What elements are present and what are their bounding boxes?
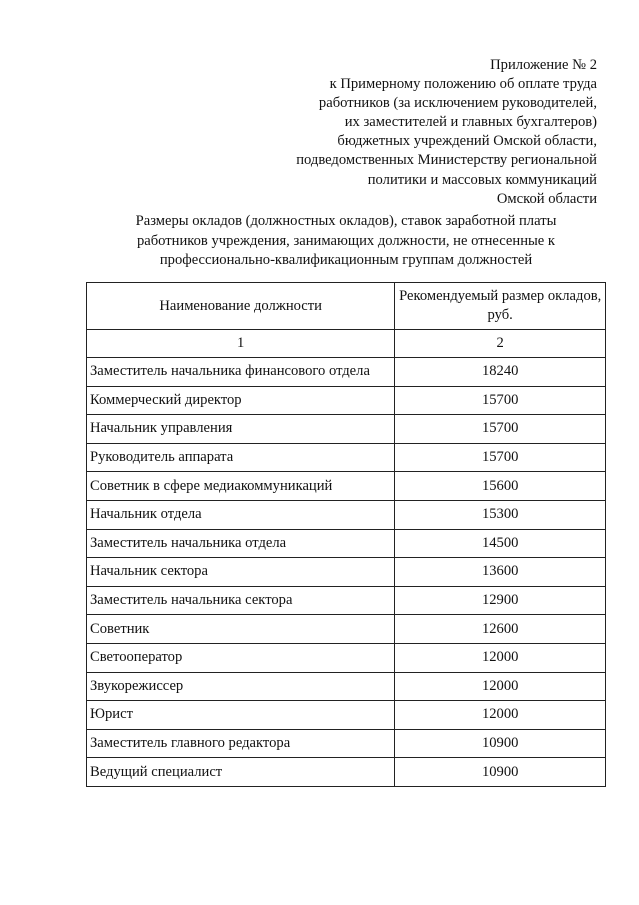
salary-value: 15600	[395, 472, 606, 501]
salary-value: 15700	[395, 415, 606, 444]
table-row	[87, 415, 606, 444]
salary-value: 18240	[395, 358, 606, 387]
position-name: Заместитель начальника отдела	[87, 529, 395, 558]
salary-value: 10900	[395, 758, 606, 787]
table-row	[87, 643, 606, 672]
column-number: 1	[87, 330, 395, 358]
salary-value: 12000	[395, 672, 606, 701]
table-row	[87, 586, 606, 615]
position-name: Начальник управления	[87, 415, 395, 444]
position-name: Начальник отдела	[87, 500, 395, 529]
salary-value: 13600	[395, 558, 606, 587]
header-line: политики и массовых коммуникаций	[367, 171, 597, 188]
table-row	[87, 472, 606, 501]
header-line: подведомственных Министерству региональной	[296, 152, 597, 169]
table-row	[87, 443, 606, 472]
salary-value: 14500	[395, 529, 606, 558]
title-line: Размеры окладов (должностных окладов), ставок заработной платы	[135, 213, 557, 229]
salary-value: 12000	[395, 701, 606, 730]
table-header-row	[87, 283, 606, 330]
salary-value: 12600	[395, 615, 606, 644]
header-line: бюджетных учреждений Омской области,	[337, 133, 597, 150]
salary-value: 12900	[395, 586, 606, 615]
table-row	[87, 386, 606, 415]
table-row	[87, 758, 606, 787]
position-name: Советник	[87, 615, 395, 644]
salary-value: 10900	[395, 729, 606, 758]
table-row	[87, 615, 606, 644]
position-name: Звукорежиссер	[87, 672, 395, 701]
header-line: к Примерному положению об оплате труда	[329, 76, 597, 93]
column-number-row	[87, 330, 606, 358]
position-name: Начальник сектора	[87, 558, 395, 587]
position-name: Ведущий специалист	[87, 758, 395, 787]
salary-column-header: Рекомендуемый размер окладов, руб.	[395, 283, 606, 330]
title-line: профессионально-квалификационным группам должностей	[159, 252, 533, 269]
salary-value: 15700	[395, 386, 606, 415]
header-line: работников (за исключением руководителей,	[318, 95, 597, 112]
position-name: Заместитель начальника финансового отдела	[87, 358, 395, 387]
column-number: 2	[395, 330, 606, 358]
header-line: их заместителей и главных бухгалтеров)	[344, 114, 597, 131]
appendix-header	[296, 56, 597, 209]
position-name: Светооператор	[87, 643, 395, 672]
table-row	[87, 672, 606, 701]
table-row	[87, 500, 606, 529]
position-name: Заместитель начальника сектора	[87, 586, 395, 615]
table-row	[87, 558, 606, 587]
title-line: работников учреждения, занимающих должности, не отнесенные к	[136, 232, 556, 249]
table-row	[87, 529, 606, 558]
salary-value: 15700	[395, 443, 606, 472]
position-name: Руководитель аппарата	[87, 443, 395, 472]
table-row	[87, 729, 606, 758]
position-name: Коммерческий директор	[87, 386, 395, 415]
salary-value: 15300	[395, 500, 606, 529]
header-line: Омской области	[496, 190, 597, 207]
document-title	[86, 212, 606, 271]
salary-value: 12000	[395, 643, 606, 672]
header-line: Приложение № 2	[490, 57, 597, 73]
table-row	[87, 358, 606, 387]
table-row	[87, 701, 606, 730]
position-name: Советник в сфере медиакоммуникаций	[87, 472, 395, 501]
position-name: Юрист	[87, 701, 395, 730]
salary-table	[86, 282, 606, 787]
position-name: Заместитель главного редактора	[87, 729, 395, 758]
position-column-header: Наименование должности	[87, 283, 395, 330]
